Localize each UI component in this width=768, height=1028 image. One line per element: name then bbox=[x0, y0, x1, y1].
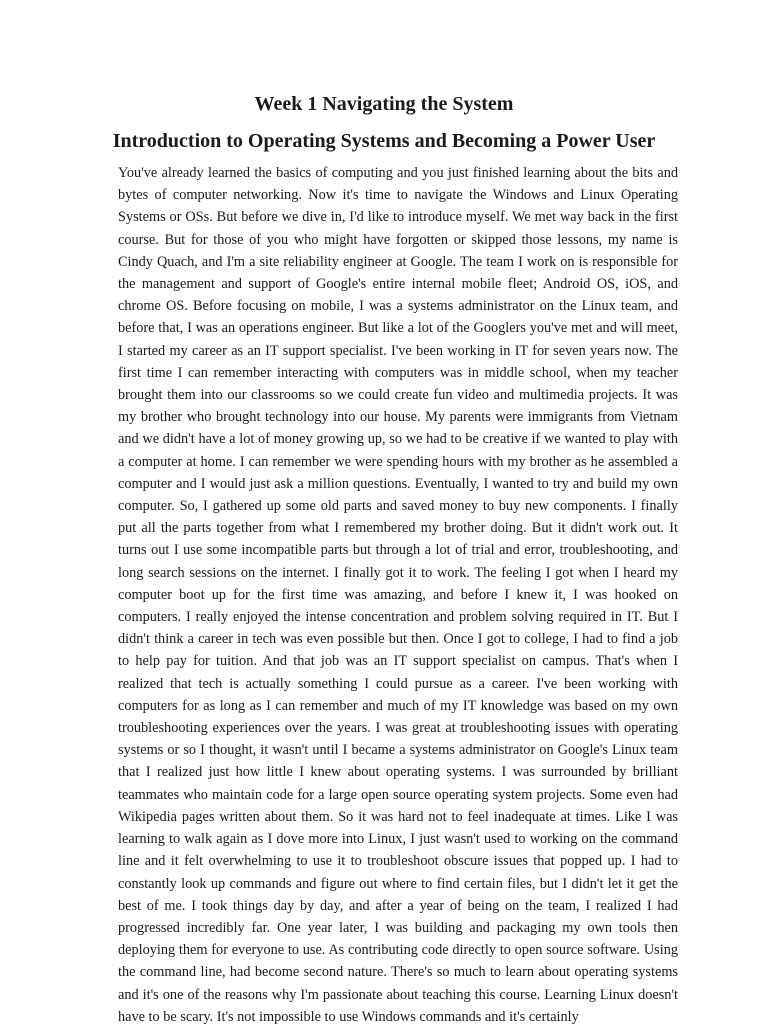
body-paragraph: You've already learned the basics of computing and you just finished learning about the bits and bytes of computer networking. Now it's time to navigate the Windows and Linux Operating Systems or OSs. But before we dive in, I'd like to introduce myself. We met way back in the first course. But for those of you who might have forgotten or skipped those lessons, my name is Cindy Quach, and I'm a site reliability engineer at Google. The team I work on is responsible for the management and support of Google's entire internal mobile fleet; Android OS, iOS, and chrome OS. Before focusing on mobile, I was a systems administrator on the Linux team, and before that, I was an operations engineer. But like a lot of the Googlers you've met and will meet, I started my career as an IT support specialist. I've been working in IT for seven years now. The first time I can remember interacting with computers was in middle school, when my teacher brought them into our classrooms so we could create fun video and multimedia projects. It was my brother who brought technology into our house. My parents were immigrants from Vietnam and we didn't have a lot of money growing up, so we had to be creative if we wanted to play with a computer at home. I can remember we were spending hours with my brother as he assembled a computer and I would just ask a million questions. Eventually, I wanted to try and build my own computer. So, I gathered up some old parts and saved money to buy new components. I finally put all the parts together from what I remembered my brother doing. But it didn't work out. It turns out I use some incompatible parts but through a lot of trial and error, troubleshooting, and long search sessions on the internet. I finally got it to work. The feeling I got when I heard my computer boot up for the first time was amazing, and before I knew it, I was hooked on computers. I really enjoyed the intense concentration and problem solving required in IT. But I didn't think a career in tech was even possible but then. Once I got to college, I had to find a job to help pay for tuition. And that job was an IT support specialist on campus. That's when I realized that tech is actually something I could pursue as a career. I've been working with computers for as long as I can remember and much of my IT knowledge was based on my own troubleshooting experiences over the years. I was great at troubleshooting issues with operating systems or so I thought, it wasn't until I became a systems administrator on Google's Linux team that I realized just how little I knew about operating systems. I was surrounded by brilliant teammates who maintain code for a large open source operating system projects. Some even had Wikipedia pages written about them. So it was hard not to feel inadequate at times. Like I was learning to walk again as I dove more into Linux, I just wasn't used to working on the command line and it felt overwhelming to use it to troubleshoot obscure issues that popped up. I had to constantly look up commands and figure out where to find certain files, but I didn't let it get the best of me. I took things day by day, and after a year of being on the team, I realized I had progressed incredibly far. One year later, I was building and packaging my own tools then deploying them for everyone to use. As contributing code directly to open source software. Using the command line, had become second nature. There's so much to learn about operating systems and it's one of the reasons why I'm passionate about teaching this course. Learning Linux doesn't have to be scary. It's not impossible to use Windows commands and it's certainly bbox=[118, 165, 678, 1025]
document-title: Week 1 Navigating the System bbox=[254, 93, 514, 115]
document-subtitle: Introduction to Operating Systems and Becoming a Power User bbox=[112, 130, 656, 152]
